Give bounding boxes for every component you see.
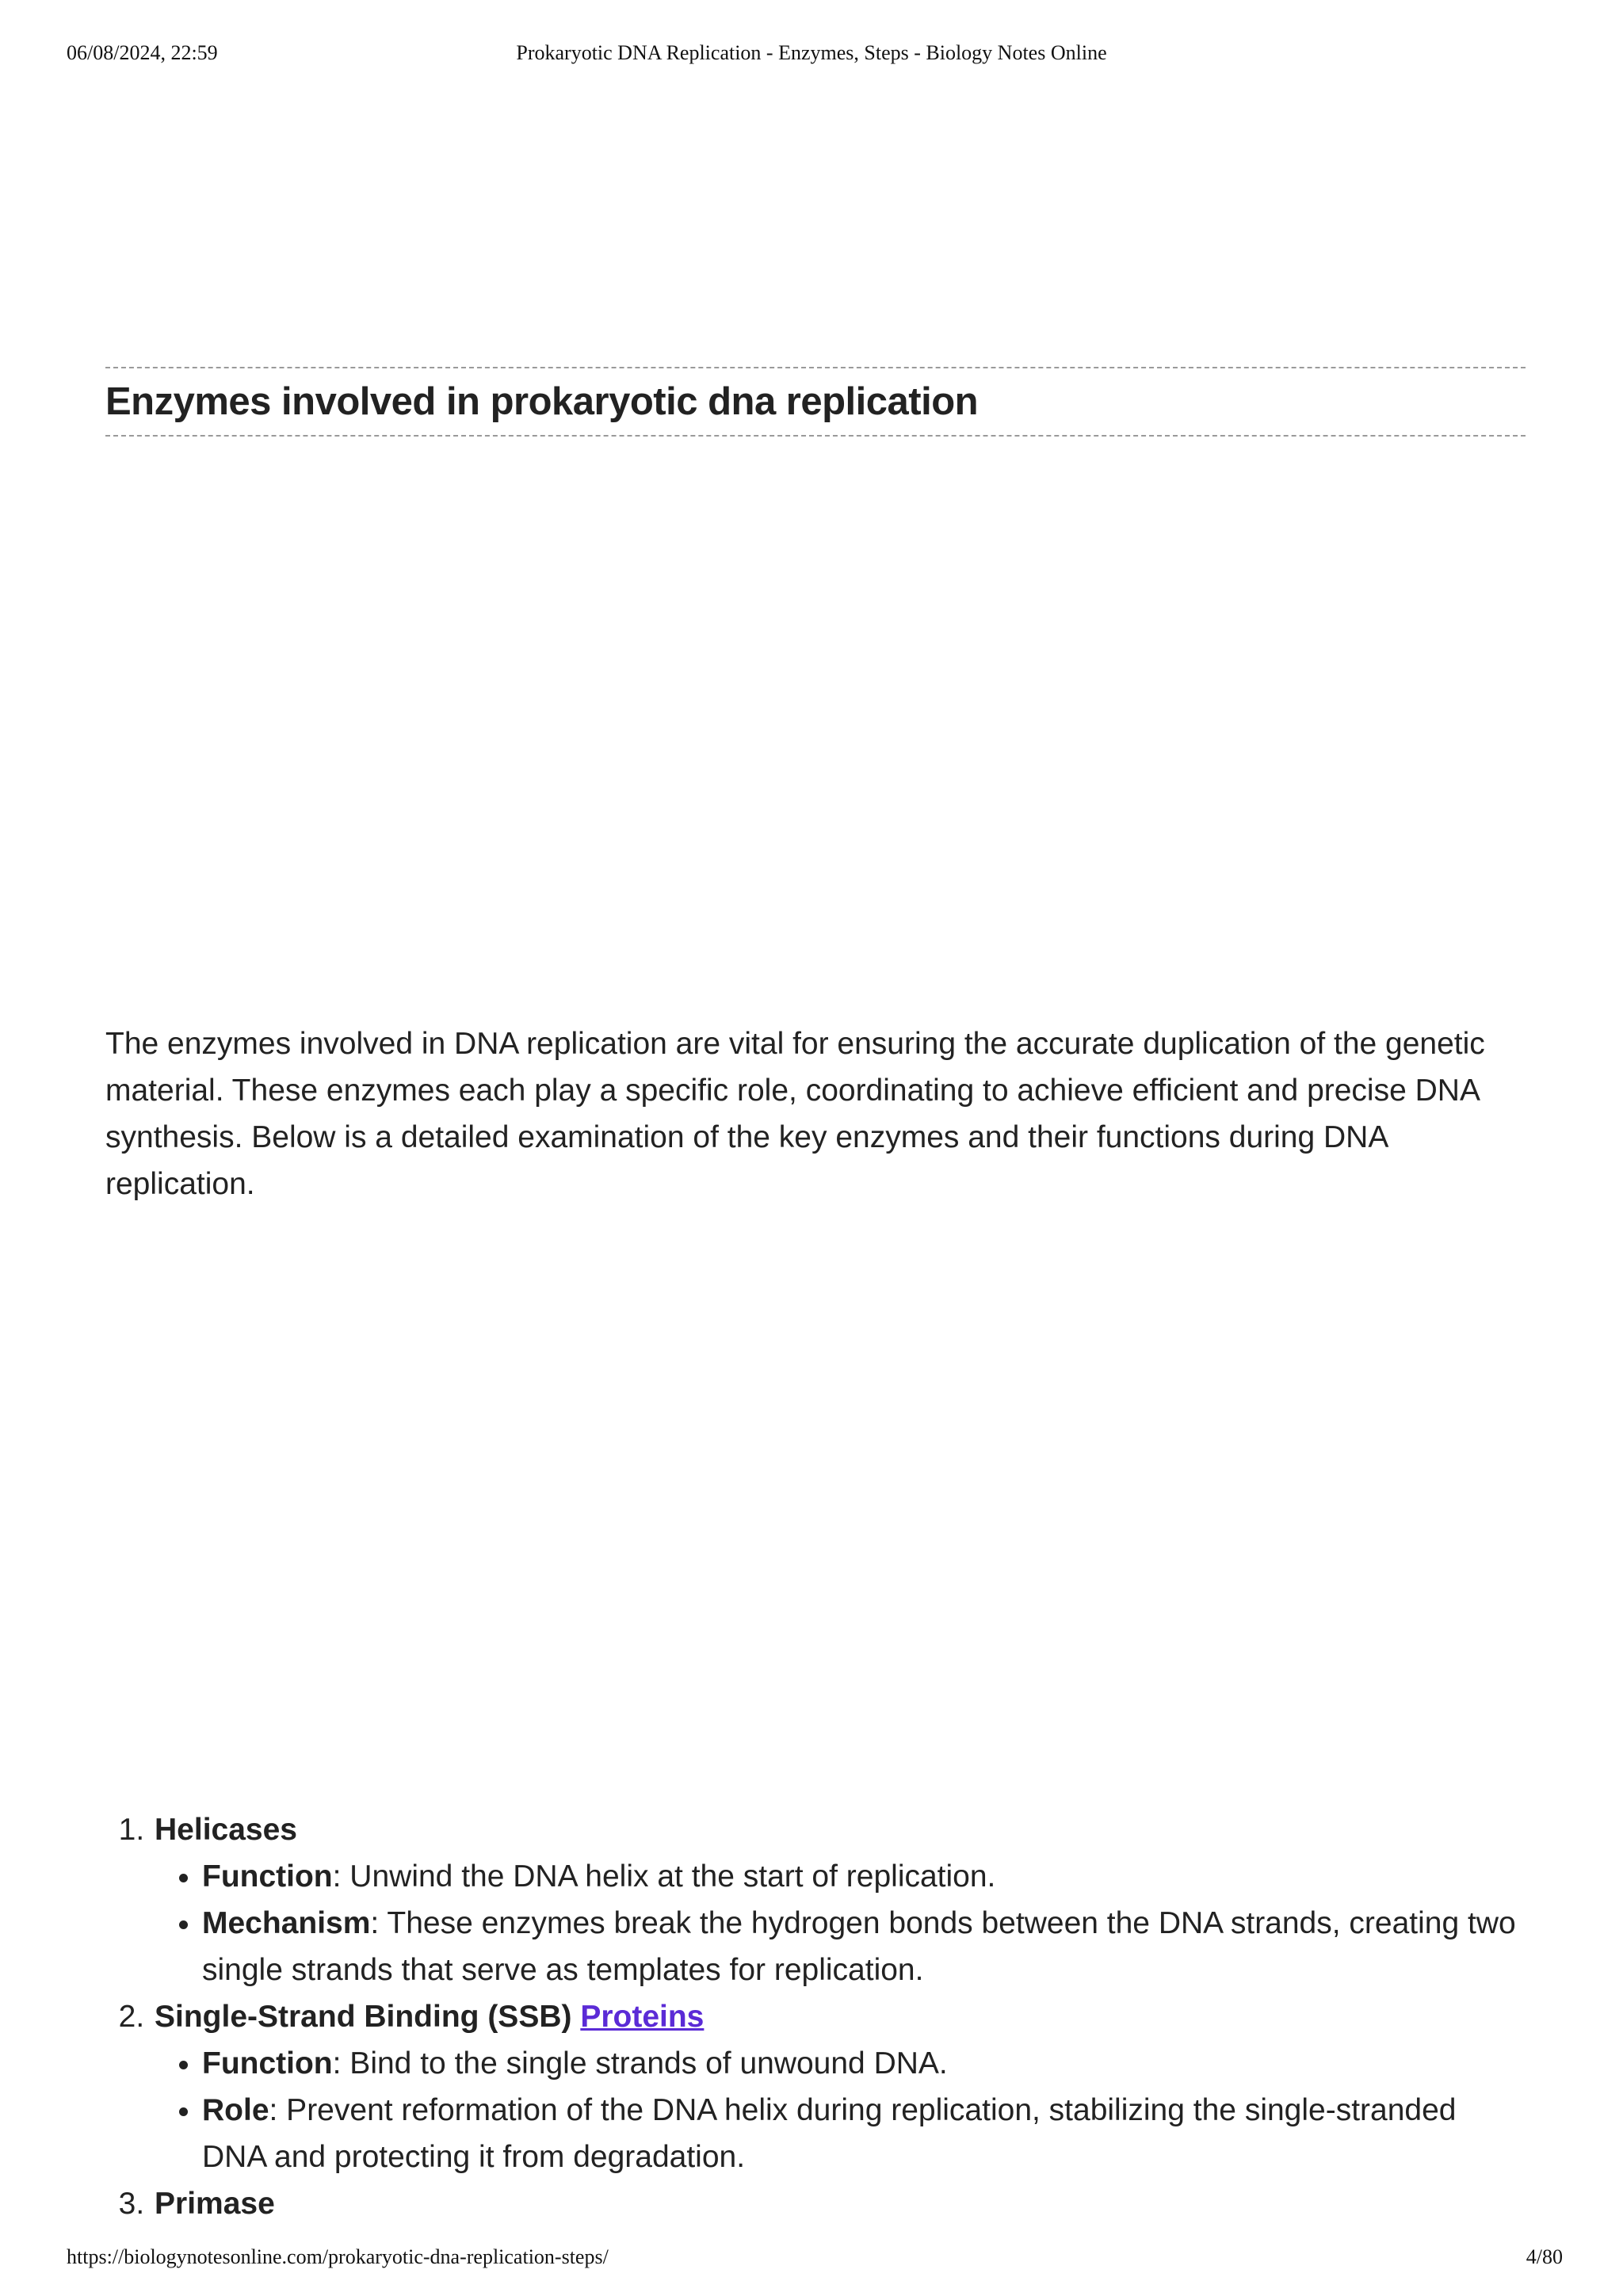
detail-label: Role bbox=[202, 2093, 269, 2127]
proteins-link[interactable]: Proteins bbox=[580, 2000, 705, 2034]
detail-label: Function bbox=[202, 1859, 333, 1894]
enzyme-details bbox=[155, 1853, 1526, 1993]
print-footer bbox=[0, 2245, 1623, 2277]
detail-item bbox=[202, 2040, 1526, 2087]
enzyme-name: Single-Strand Binding (SSB) bbox=[155, 2000, 581, 2034]
enzyme-item-primase bbox=[153, 2180, 1526, 2227]
print-datetime: 06/08/2024, 22:59 bbox=[67, 41, 218, 64]
detail-item bbox=[202, 1853, 1526, 1900]
print-document-title: Prokaryotic DNA Replication - Enzymes, Steps - Biology Notes Online bbox=[516, 41, 1107, 64]
print-url: https://biologynotesonline.com/prokaryotic-dna-replication-steps/ bbox=[67, 2245, 609, 2268]
detail-label: Function bbox=[202, 2046, 333, 2081]
detail-item bbox=[202, 2087, 1526, 2180]
intro-paragraph: The enzymes involved in DNA replication are vital for ensuring the accurate duplication of the genetic material. These enzymes each play a specific role, coordinating to achieve efficient and precise DNA synthesis. Below is a detailed examination of the key enzymes and their functions during DNA replication. bbox=[105, 1027, 1485, 1201]
detail-item bbox=[202, 1900, 1526, 1993]
section-heading-block bbox=[105, 367, 1526, 437]
enzyme-item-helicases bbox=[153, 1806, 1526, 1993]
detail-text: : Bind to the single strands of unwound DNA. bbox=[332, 2046, 948, 2081]
enzymes-list-block bbox=[105, 1806, 1526, 2227]
detail-text: : Prevent reformation of the DNA helix during replication, stabilizing the single-stranded DNA and protecting it from degradation. bbox=[202, 2093, 1457, 2174]
enzyme-name: Primase bbox=[155, 2187, 275, 2221]
enzyme-details bbox=[155, 2040, 1526, 2180]
print-page-number: 4/80 bbox=[1526, 2245, 1563, 2268]
detail-text: : These enzymes break the hydrogen bonds between the DNA strands, creating two single strands that serve as templates for replication. bbox=[202, 1906, 1516, 1987]
enzymes-list bbox=[105, 1806, 1526, 2227]
enzyme-name: Helicases bbox=[155, 1813, 297, 1847]
detail-text: : Unwind the DNA helix at the start of replication. bbox=[332, 1859, 996, 1894]
detail-label: Mechanism bbox=[202, 1906, 371, 1940]
section-heading: Enzymes involved in prokaryotic dna replication bbox=[105, 380, 979, 423]
print-header bbox=[0, 41, 1623, 73]
enzyme-item-ssb-proteins bbox=[153, 1993, 1526, 2180]
